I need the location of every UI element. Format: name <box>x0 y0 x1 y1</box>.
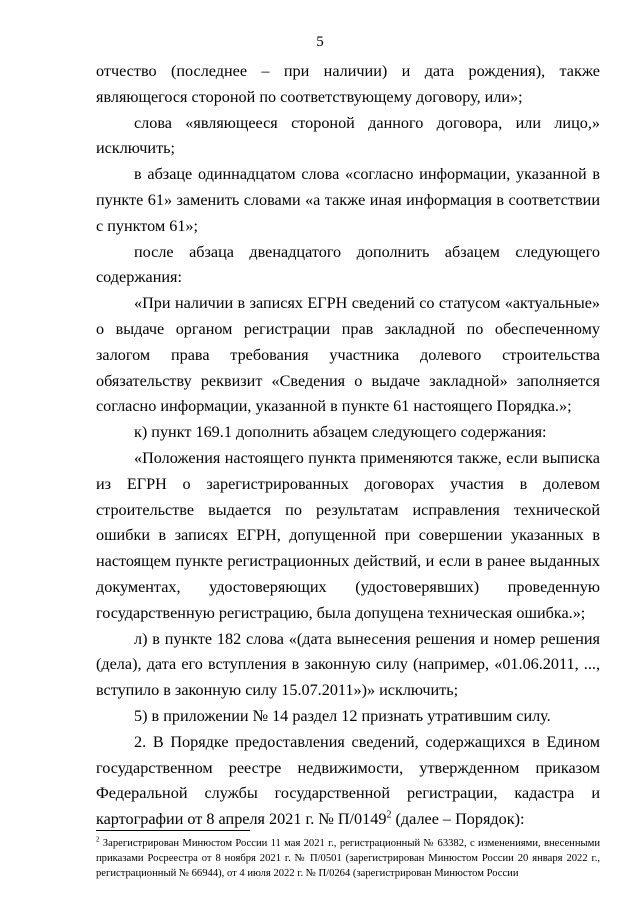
paragraph: 5) в приложении № 14 раздел 12 признать утратившим силу. <box>134 706 551 725</box>
footnote-text: Зарегистрирован Минюстом России 11 мая 2021 г., регистрационный № 63382, с изменениями, внесенными приказами Росреестра от 8 ноября 2021 г. № П/0501 (зарегистрирован Минюстом России 20 января 2022 г., регистрационный № 66944), от 4 июля 2022 г. № П/0264 (зарегистрирован Минюстом России <box>96 838 600 879</box>
footnote-reference: 2 <box>386 809 392 821</box>
page-number: 5 <box>316 34 324 50</box>
document-body <box>96 59 600 833</box>
footnote <box>96 836 600 881</box>
paragraph: к) пункт 169.1 дополнить абзацем следующего содержания: <box>134 423 547 442</box>
paragraph: в абзаце одиннадцатом слова «согласно информации, указанной в пункте 61» заменить словами «а также иная информация в соответствии с пунктом 61»; <box>96 165 600 235</box>
paragraph-tail: (далее – Порядок): <box>391 810 525 829</box>
paragraph: отчество (последнее – при наличии) и дата рождения), также являющегося стороной по соответствующему договору, или»; <box>96 62 600 106</box>
paragraph: л) в пункте 182 слова «(дата вынесения решения и номер решения (дела), дата его вступления в законную силу (например, «01.06.2011, ..., вступило в законную силу 15.07.2011»)» исключить; <box>96 629 600 700</box>
footnote-mark: 2 <box>96 835 100 844</box>
footnote-separator <box>96 830 250 831</box>
paragraph: после абзаца двенадцатого дополнить абзацем следующего содержания: <box>96 242 600 287</box>
paragraph: «Положения настоящего пункта применяются также, если выписка из ЕГРН о зарегистрированных договорах участия в долевом строительстве выдается по результатам исправления технической ошибки в записях ЕГРН, допущенной при совершении указанных в настоящем пункте регистрационных действий, и если в ранее выданных документах, удостоверяющих (удостоверявших) проведенную государственную регистрацию, была допущена техническая ошибка.»; <box>96 448 600 622</box>
paragraph-with-footnote <box>96 730 600 833</box>
paragraph: слова «являющееся стороной данного договора, или лицо,» исключить; <box>96 113 600 158</box>
paragraph-text: 2. В Порядке предоставления сведений, содержащихся в Едином государственном реестре недвижимости, утвержденном приказом Федеральной службы государственной регистрации, кадастра и картографии от 8 апреля 2021 г. № П/0149 <box>96 732 600 829</box>
paragraph: «При наличии в записях ЕГРН сведений со статусом «актуальные» о выдаче органом регистрации прав закладной по обеспеченному залогом права требования участника долевого строительства обязательству реквизит «Сведения о выдаче закладной» заполняется согласно информации, указанной в пункте 61 настоящего Порядка.»; <box>96 294 600 416</box>
